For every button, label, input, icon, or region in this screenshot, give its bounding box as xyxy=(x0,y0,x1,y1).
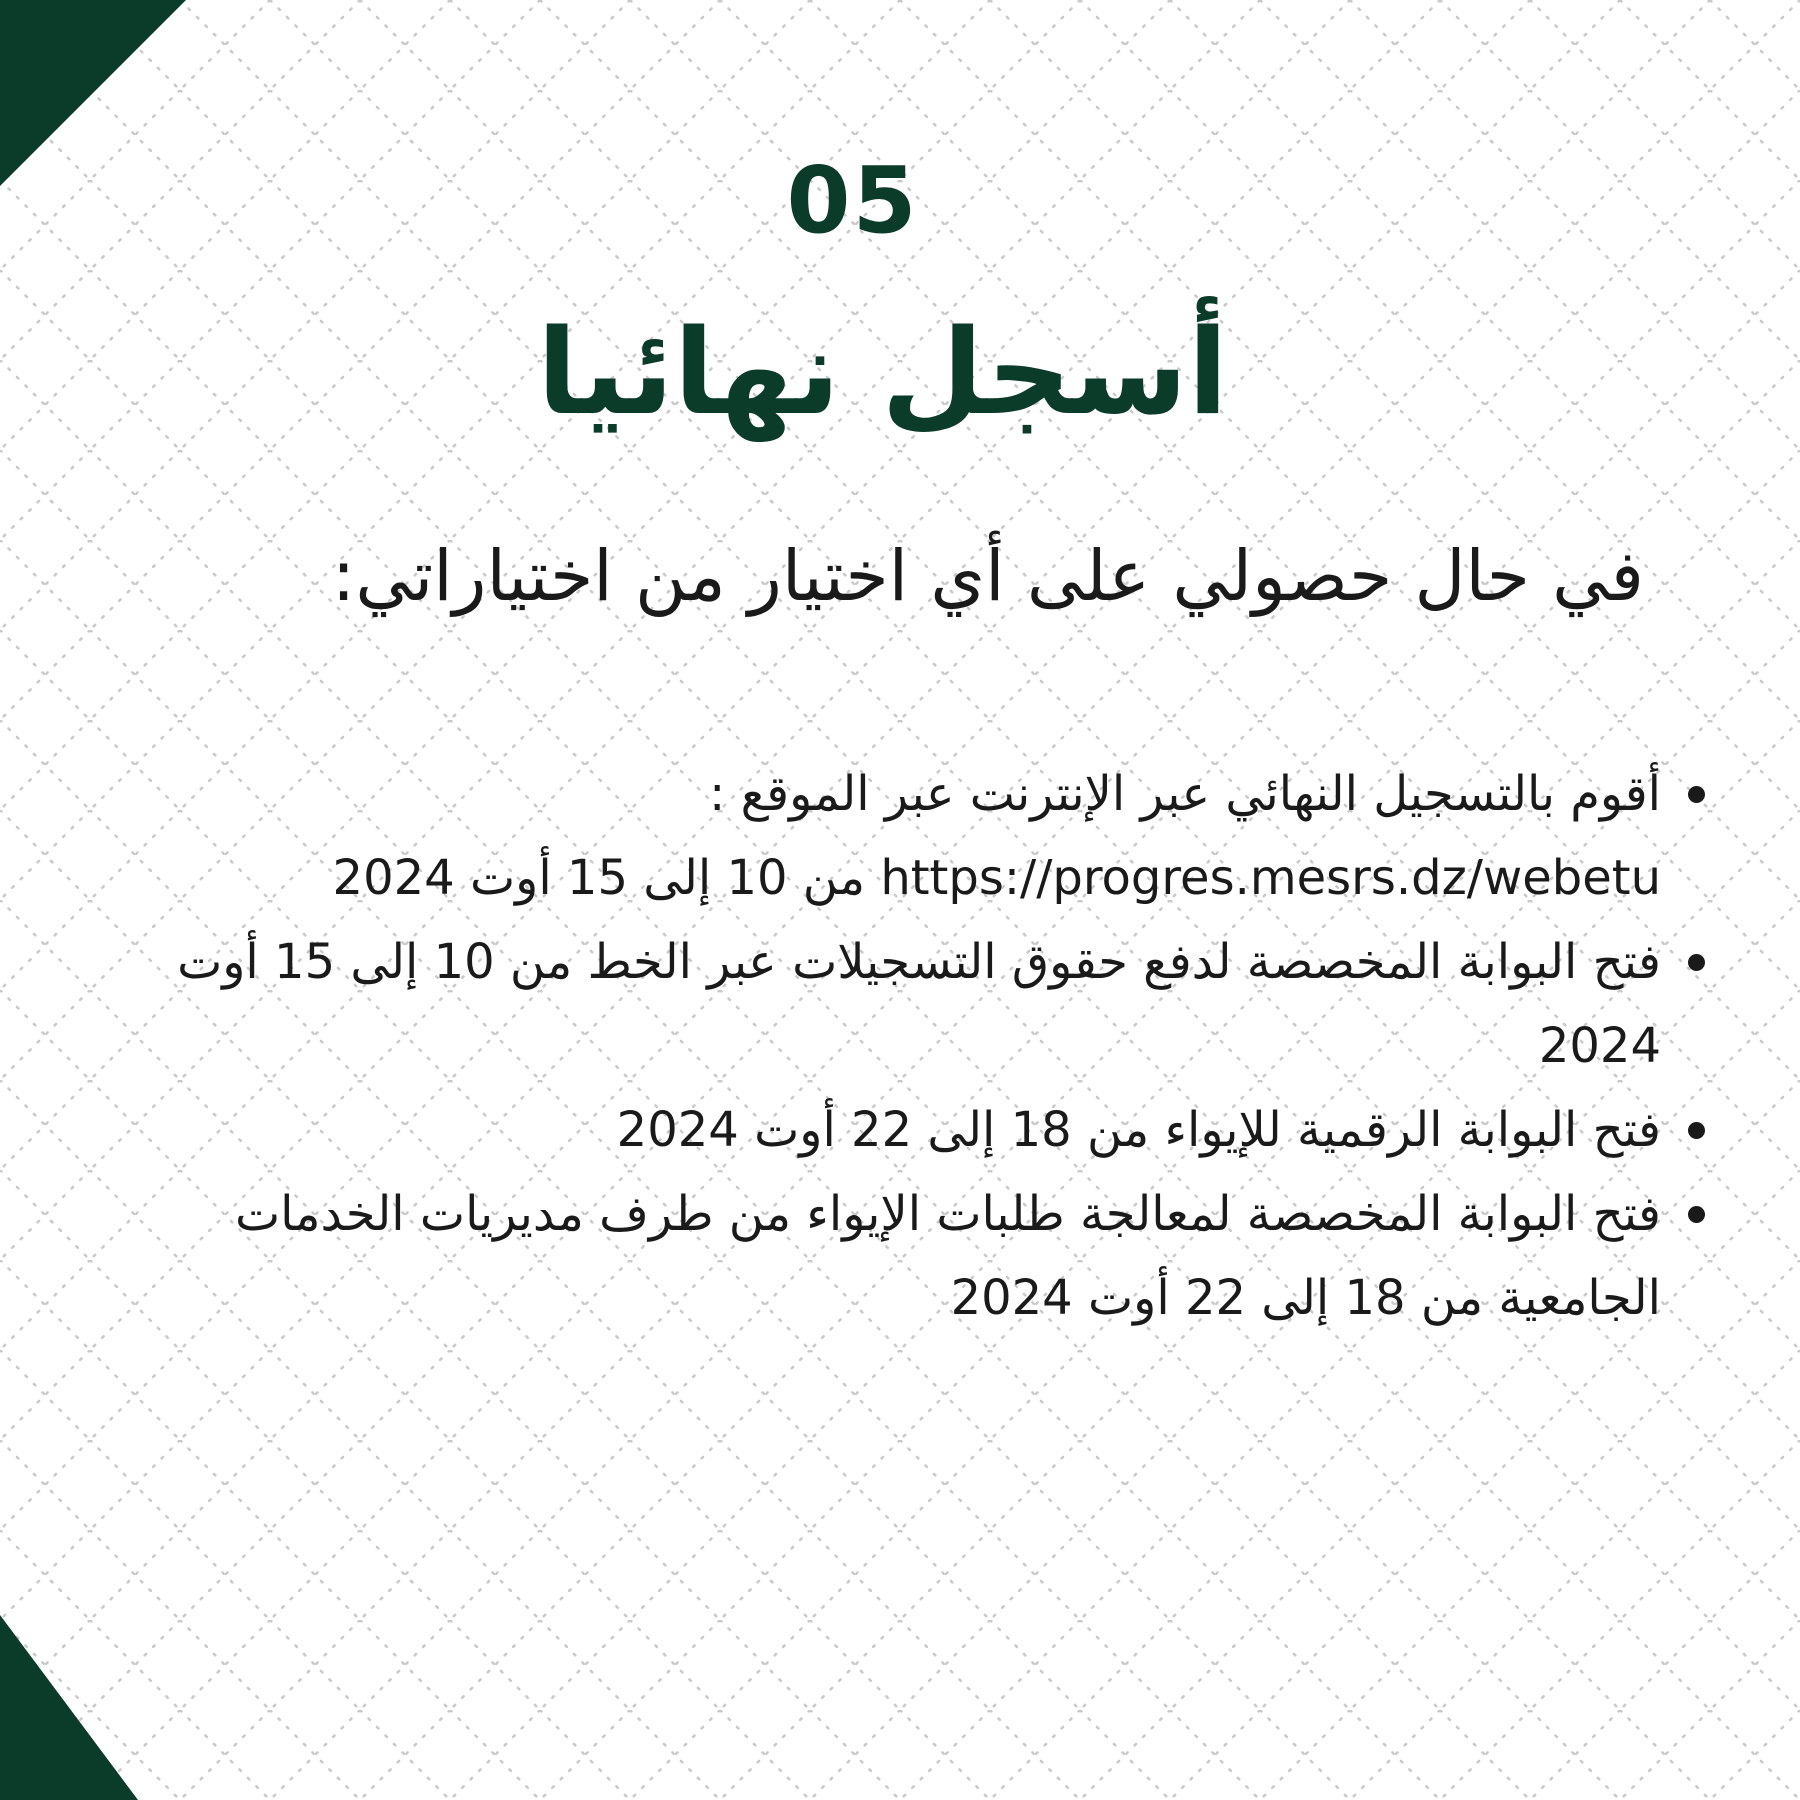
steps-list xyxy=(65,752,1705,1340)
intro-text: في حال حصولي على أي اختيار من اختياراتي: xyxy=(331,535,1644,617)
list-item xyxy=(65,1088,1705,1172)
list-item xyxy=(65,1172,1705,1340)
step-text: أقوم بالتسجيل النهائي عبر الإنترنت عبر الموقع : xyxy=(709,766,1661,822)
step-text: فتح البوابة المخصصة لمعالجة طلبات الإيواء من طرف مديريات الخدمات الجامعية من 18 إلى 22 أوت 2024 xyxy=(234,1186,1661,1326)
step-text: فتح البوابة الرقمية للإيواء من 18 إلى 22 أوت 2024 xyxy=(616,1102,1661,1158)
bullet-dot-icon xyxy=(1688,954,1705,971)
registration-url: https://progres.mesrs.dz/webetu xyxy=(880,850,1661,906)
list-item xyxy=(65,920,1705,1088)
step-date-range: من 10 إلى 15 أوت 2024 xyxy=(332,850,881,906)
step-number: 05 xyxy=(786,147,919,254)
bullet-dot-icon xyxy=(1688,786,1705,803)
bullet-dot-icon xyxy=(1688,1206,1705,1223)
list-item xyxy=(0,752,1705,920)
bullet-dot-icon xyxy=(1688,1122,1705,1139)
headline: أسجل نهائيا xyxy=(536,303,1229,441)
step-text: فتح البوابة المخصصة لدفع حقوق التسجيلات عبر الخط من 10 إلى 15 أوت 2024 xyxy=(177,934,1661,1074)
